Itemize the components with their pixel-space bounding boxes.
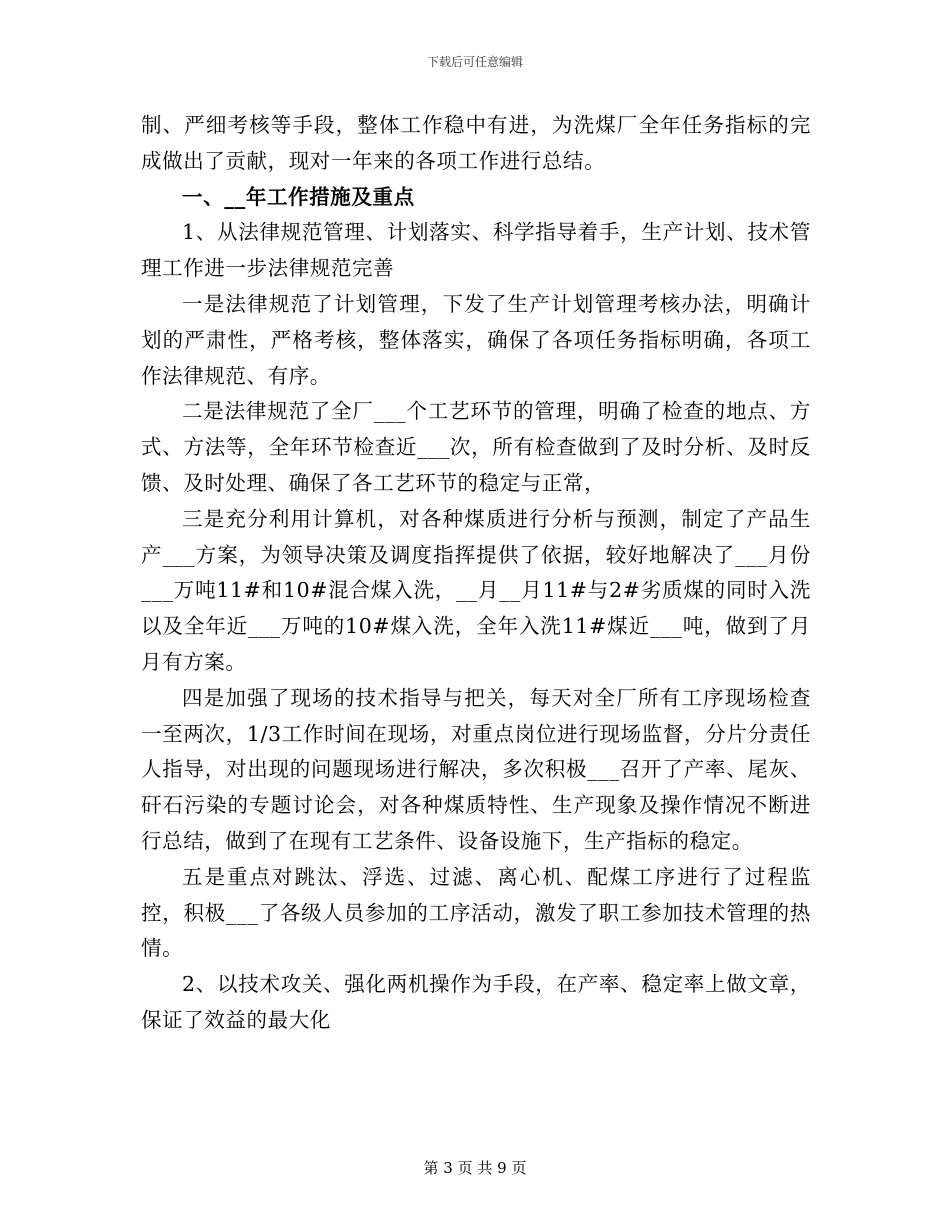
paragraph-item-2: 二是法律规范了全厂___个工艺环节的管理，明确了检查的地点、方式、方法等，全年环节检查近___次，所有检查做到了及时分析、及时反馈、及时处理、确保了各工艺环节的稳定与正常， xyxy=(141,399,811,495)
page-header: 下载后可任意编辑 xyxy=(426,55,523,69)
paragraph-item-5: 五是重点对跳汰、浮选、过滤、离心机、配煤工序进行了过程监控，积极___了各级人员参加的工序活动，激发了职工参加技术管理的热情。 xyxy=(141,864,811,961)
paragraph-item-1: 一是法律规范了计划管理，下发了生产计划管理考核办法，明确计划的严肃性，严格考核，整体落实，确保了各项任务指标明确，各项工作法律规范、有序。 xyxy=(141,291,811,388)
paragraph-item-4: 四是加强了现场的技术指导与把关，每天对全厂所有工序现场检查一至两次，1/3工作时间在现场，对重点岗位进行现场监督，分片分责任人指导，对出现的问题现场进行解决，多次积极___召开了产率、尾灰、矸石污染的专题讨论会，对各种煤质特性、生产现象及操作情况不断进行总结，做到了在现有工艺条件、设备设施下，生产指标的稳定。 xyxy=(141,685,811,853)
paragraph-continuation: 制、严细考核等手段，整体工作稳中有进，为洗煤厂全年任务指标的完成做出了贡献，现对一年来的各项工作进行总结。 xyxy=(141,113,811,173)
paragraph-item-3: 三是充分利用计算机，对各种煤质进行分析与预测，制定了产品生产___方案，为领导决策及调度指挥提供了依据，较好地解决了___月份___万吨11#和10#混合煤入洗，__月__月11#与2#劣质煤的同时入洗以及全年近___万吨的10#煤入洗，全年入洗11#煤近___吨，做到了月月有方案。 xyxy=(141,506,811,674)
section-heading: 一、__年工作措施及重点 xyxy=(182,184,415,209)
document-body xyxy=(141,108,811,1039)
subsection-heading-2: 2、以技术攻关、强化两机操作为手段，在产率、稳定率上做文章，保证了效益的最大化 xyxy=(141,972,811,1032)
page-number: 第 3 页 共 9 页 xyxy=(423,1159,527,1177)
subsection-heading-1: 1、从法律规范管理、计划落实、科学指导着手，生产计划、技术管理工作进一步法律规范完善 xyxy=(141,220,811,281)
